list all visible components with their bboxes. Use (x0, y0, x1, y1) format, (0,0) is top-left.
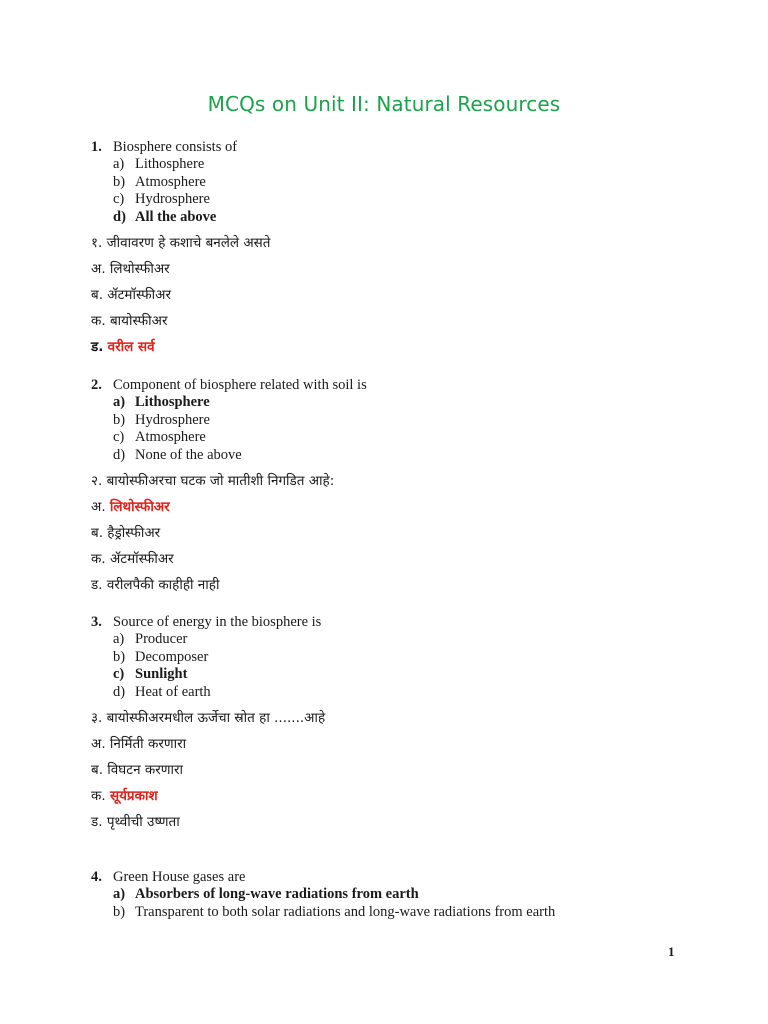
correct-option-item (113, 209, 731, 227)
marathi-option-text: पृथ्वीची उष्णता (106, 814, 180, 830)
option-label: d) (113, 683, 126, 700)
option-list (113, 886, 731, 921)
option-label: a) (113, 631, 125, 647)
marathi-option (91, 282, 731, 308)
marathi-correct-option (91, 783, 731, 809)
question-stem (91, 138, 731, 156)
question-3 (91, 613, 731, 835)
marathi-option-prefix: ड. (91, 339, 104, 355)
option-item (113, 684, 731, 702)
marathi-correct-option (91, 494, 731, 520)
option-text: Absorbers of long-wave radiations from earth (135, 886, 419, 902)
question-number: 4. (91, 869, 102, 885)
marathi-correct-option (91, 334, 731, 360)
option-label: d) (113, 446, 126, 463)
marathi-option (91, 520, 731, 546)
option-text: Decomposer (135, 648, 209, 665)
page-number: 1 (668, 944, 675, 959)
marathi-option (91, 546, 731, 572)
question-text: Source of energy in the biosphere is (113, 614, 322, 630)
marathi-option-prefix: क. (91, 551, 106, 567)
marathi-option-prefix: ब. (91, 762, 103, 778)
option-list (113, 394, 731, 464)
question-text: Green House gases are (113, 869, 246, 885)
marathi-option (91, 256, 731, 282)
option-text: Heat of earth (135, 683, 211, 700)
option-item (113, 904, 731, 922)
option-item (113, 174, 731, 192)
option-item (113, 447, 731, 465)
correct-option-item (113, 886, 731, 904)
marathi-option-prefix: अ. (91, 499, 106, 515)
option-label: c) (113, 429, 125, 445)
option-text: None of the above (135, 446, 242, 463)
marathi-option-text: वरीलपैकी काहीही नाही (106, 577, 220, 593)
correct-option-item (113, 394, 731, 412)
marathi-question: १. जीवावरण हे कशाचे बनलेले असते (91, 235, 271, 251)
option-label: a) (113, 156, 125, 172)
marathi-option (91, 572, 731, 598)
option-item (113, 631, 731, 649)
marathi-option-text: ॲटमॉस्फीअर (107, 287, 171, 303)
option-item (113, 649, 731, 667)
question-1 (91, 138, 731, 360)
marathi-option-prefix: अ. (91, 736, 106, 752)
marathi-option-text: लिथोस्फीअर (109, 499, 170, 515)
marathi-question: ३. बायोस्फीअरमधील ऊर्जेचा स्रोत हा .......आहे (91, 710, 326, 726)
option-label: c) (113, 666, 125, 682)
marathi-option-text: लिथोस्फीअर (109, 261, 170, 277)
marathi-option-prefix: क. (91, 313, 106, 329)
option-list (113, 631, 731, 701)
option-label: a) (113, 886, 126, 902)
option-label: b) (113, 648, 126, 665)
question-text: Component of biosphere related with soil is (113, 377, 367, 393)
option-text: Producer (135, 631, 188, 647)
marathi-option-text: सूर्यप्रकाश (109, 788, 158, 804)
question-text: Biosphere consists of (113, 139, 238, 155)
correct-option-item (113, 666, 731, 684)
page-title: MCQs on Unit II: Natural Resources (207, 92, 561, 116)
option-text: Transparent to both solar radiations and long-wave radiations from earth (135, 903, 556, 920)
question-4 (91, 868, 731, 921)
question-number: 2. (91, 377, 102, 393)
question-number: 1. (91, 139, 102, 155)
marathi-option-text: बायोस्फीअर (109, 313, 168, 329)
option-label: c) (113, 191, 125, 207)
option-text: Lithosphere (135, 156, 205, 172)
marathi-option-text: विघटन करणारा (107, 762, 184, 778)
option-text: Atmosphere (135, 429, 206, 445)
option-item (113, 156, 731, 174)
question-number: 3. (91, 614, 102, 630)
marathi-option-text: वरील सर्व (107, 339, 155, 355)
option-item (113, 191, 731, 209)
marathi-question: २. बायोस्फीअरचा घटक जो मातीशी निगडित आहे: (91, 473, 335, 489)
option-text: Hydrosphere (135, 191, 210, 207)
marathi-option-text: निर्मिती करणारा (109, 736, 187, 752)
option-text: Lithosphere (135, 394, 210, 410)
option-label: a) (113, 394, 126, 410)
option-item (113, 412, 731, 430)
option-text: Sunlight (135, 666, 188, 682)
option-text: Hydrosphere (135, 411, 210, 428)
option-item (113, 429, 731, 447)
marathi-option (91, 308, 731, 334)
option-text: Atmosphere (135, 173, 206, 190)
marathi-option-prefix: अ. (91, 261, 106, 277)
question-stem (91, 613, 731, 631)
option-label: b) (113, 411, 126, 428)
option-label: b) (113, 903, 126, 920)
option-list (113, 156, 731, 226)
marathi-option-prefix: ड. (91, 814, 103, 830)
option-label: d) (113, 208, 126, 225)
question-2 (91, 376, 731, 598)
marathi-option (91, 809, 731, 835)
marathi-option-prefix: ड. (91, 577, 103, 593)
marathi-option-text: ॲटमॉस्फीअर (109, 551, 174, 567)
marathi-option-prefix: क. (91, 788, 106, 804)
marathi-option-prefix: ब. (91, 287, 103, 303)
option-label: b) (113, 173, 126, 190)
marathi-option-prefix: ब. (91, 525, 103, 541)
question-stem (91, 868, 731, 886)
marathi-option-text: हैड्रोस्फीअर (107, 525, 161, 541)
marathi-option (91, 757, 731, 783)
marathi-option (91, 731, 731, 757)
option-text: All the above (135, 208, 217, 225)
question-stem (91, 376, 731, 394)
